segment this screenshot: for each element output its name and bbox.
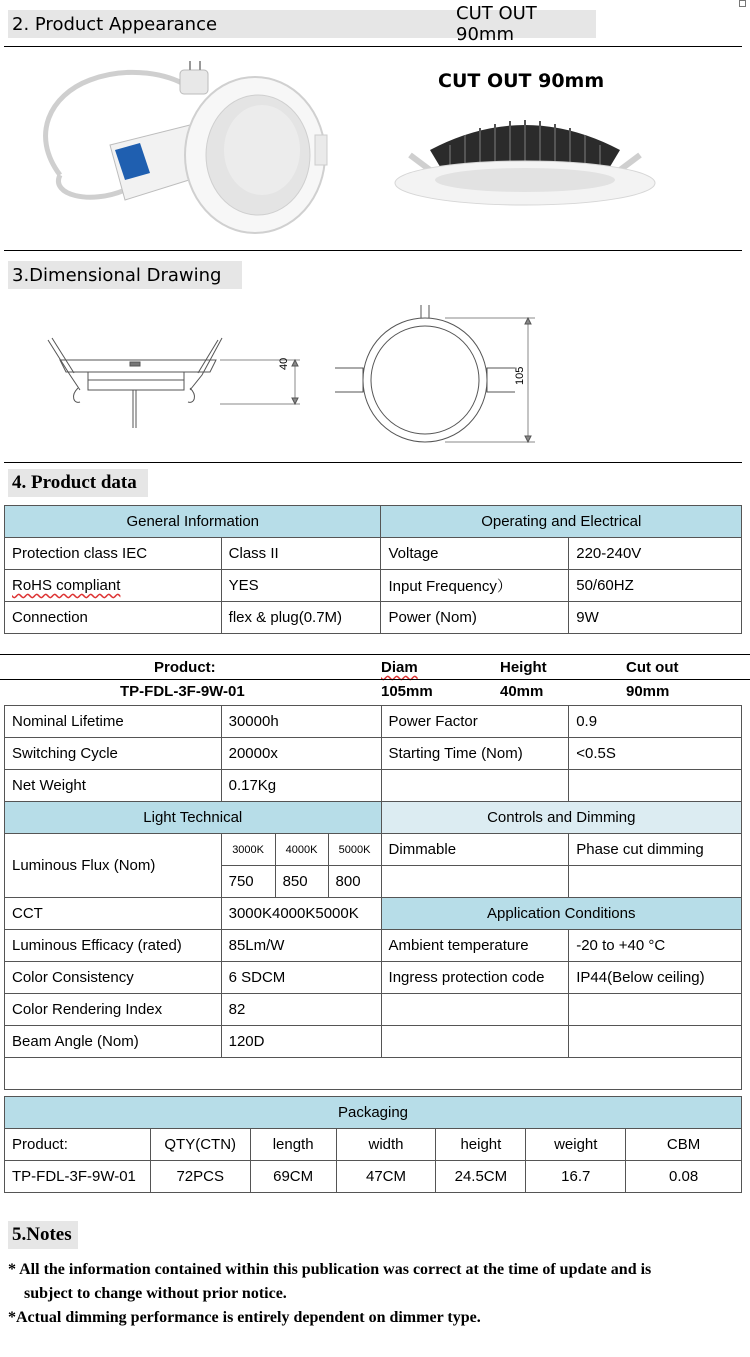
- cell: 6 SDCM: [221, 962, 381, 994]
- cell: [569, 770, 742, 802]
- cell: Power Factor: [381, 706, 569, 738]
- table-row: [5, 898, 742, 930]
- flux-value: 850: [275, 866, 328, 898]
- cell: Beam Angle (Nom): [5, 1026, 222, 1058]
- table-row: [5, 538, 742, 570]
- cell: RoHS compliant: [5, 570, 222, 602]
- section-title: 2. Product Appearance: [12, 13, 218, 35]
- height-label: Height: [500, 659, 547, 676]
- col-header: width: [336, 1129, 436, 1161]
- cell: 20000x: [221, 738, 381, 770]
- divider: [4, 46, 742, 47]
- flux-temp: 3000K: [221, 834, 275, 866]
- cell: 0.08: [626, 1161, 742, 1193]
- col-header: height: [436, 1129, 526, 1161]
- product-photo-side: [380, 95, 670, 220]
- section-notes: [8, 1221, 78, 1249]
- table-row: [5, 1026, 742, 1058]
- photo-cutout-label: CUT OUT 90mm: [438, 70, 605, 92]
- cutout-value: 90mm: [626, 683, 670, 700]
- cell: Input Frequency）: [381, 570, 569, 602]
- table-row: [5, 962, 742, 994]
- cell: 47CM: [336, 1161, 436, 1193]
- cell: 30000h: [221, 706, 381, 738]
- col-header: Product:: [5, 1129, 151, 1161]
- cell: Switching Cycle: [5, 738, 222, 770]
- product-label: Product:: [154, 659, 216, 676]
- table-row: [5, 1161, 742, 1193]
- height-value: 40mm: [500, 683, 544, 700]
- table-row: [5, 570, 742, 602]
- cell: [569, 1026, 742, 1058]
- section-title: 4. Product data: [12, 472, 137, 493]
- cell: Connection: [5, 602, 222, 634]
- table-row: [5, 930, 742, 962]
- cell: TP-FDL-3F-9W-01: [5, 1161, 151, 1193]
- cell: 120D: [221, 1026, 381, 1058]
- divider: [4, 250, 742, 251]
- cell: 72PCS: [150, 1161, 250, 1193]
- cell: Ambient temperature: [381, 930, 569, 962]
- cell: 24.5CM: [436, 1161, 526, 1193]
- cell: Net Weight: [5, 770, 222, 802]
- diam-value: 105mm: [381, 683, 433, 700]
- cell: Power (Nom): [381, 602, 569, 634]
- section-dimensional-drawing: [8, 261, 242, 289]
- operating-header: Operating and Electrical: [381, 506, 742, 538]
- cell: Nominal Lifetime: [5, 706, 222, 738]
- cell: IP44(Below ceiling): [569, 962, 742, 994]
- section-product-data: [8, 469, 148, 497]
- controls-header: Controls and Dimming: [381, 802, 741, 834]
- cutout-heading: CUT OUT 90mm: [456, 3, 537, 45]
- dim-diam-label: 105: [514, 366, 526, 385]
- cell: 220-240V: [569, 538, 742, 570]
- general-info-table: [4, 505, 742, 634]
- cell: Ingress protection code: [381, 962, 569, 994]
- cell: 0.17Kg: [221, 770, 381, 802]
- dimmable-label: Dimmable: [381, 834, 569, 866]
- cell: 9W: [569, 602, 742, 634]
- cell: Voltage: [381, 538, 569, 570]
- product-photo-downlight: [30, 55, 330, 235]
- cell: <0.5S: [569, 738, 742, 770]
- cell: 50/60HZ: [569, 570, 742, 602]
- note-text: subject to change without prior notice.: [24, 1285, 287, 1302]
- note-text: *Actual dimming performance is entirely dependent on dimmer type.: [8, 1309, 481, 1326]
- table-row: [5, 834, 742, 866]
- table-row: [5, 994, 742, 1026]
- cell: Luminous Efficacy (rated): [5, 930, 222, 962]
- table-row: [5, 770, 742, 802]
- light-technical-header: Light Technical: [5, 802, 382, 834]
- table-row: [5, 706, 742, 738]
- cell: YES: [221, 570, 381, 602]
- side-view-drawing: [40, 330, 310, 455]
- application-header: Application Conditions: [381, 898, 741, 930]
- table-row: [5, 602, 742, 634]
- flux-temp: 5000K: [328, 834, 381, 866]
- cct-value: 3000K4000K5000K: [221, 898, 381, 930]
- col-header: CBM: [626, 1129, 742, 1161]
- divider: [0, 679, 750, 680]
- cell: Starting Time (Nom): [381, 738, 569, 770]
- packaging-table: [4, 1096, 742, 1193]
- note-2: [8, 1306, 750, 1330]
- dim-height-label: 40: [278, 357, 290, 370]
- dimmable-value: Phase cut dimming: [569, 834, 742, 866]
- cell: Color Rendering Index: [5, 994, 222, 1026]
- cutout-label: Cut out: [626, 659, 679, 676]
- section-title: 3.Dimensional Drawing: [12, 264, 222, 286]
- empty-row: [5, 1058, 742, 1090]
- product-model: TP-FDL-3F-9W-01: [120, 683, 245, 700]
- col-header: length: [250, 1129, 336, 1161]
- cell: 0.9: [569, 706, 742, 738]
- flux-label: Luminous Flux (Nom): [5, 834, 222, 898]
- cell: 82: [221, 994, 381, 1026]
- section-title: 5.Notes: [12, 1224, 72, 1245]
- table-row: [5, 738, 742, 770]
- cell: [381, 1026, 569, 1058]
- cell: 16.7: [526, 1161, 626, 1193]
- specs-table: [4, 705, 742, 1090]
- cct-label: CCT: [5, 898, 222, 930]
- cell: 85Lm/W: [221, 930, 381, 962]
- cell: [381, 994, 569, 1026]
- general-header: General Information: [5, 506, 381, 538]
- cell: Protection class IEC: [5, 538, 222, 570]
- cell: Color Consistency: [5, 962, 222, 994]
- divider: [0, 654, 750, 655]
- table-row: [5, 1129, 742, 1161]
- section-product-appearance: [8, 3, 596, 45]
- col-header: weight: [526, 1129, 626, 1161]
- cell: -20 to +40 °C: [569, 930, 742, 962]
- flux-value: 800: [328, 866, 381, 898]
- corner-mark: [739, 0, 746, 7]
- diam-label: Diam: [381, 659, 418, 676]
- cell: Class II: [221, 538, 381, 570]
- packaging-header: Packaging: [5, 1097, 742, 1129]
- cell: 69CM: [250, 1161, 336, 1193]
- divider: [4, 462, 742, 463]
- cell: [381, 770, 569, 802]
- cell: [569, 994, 742, 1026]
- note-text: * All the information contained within this publication was correct at the time of update and is: [8, 1261, 652, 1278]
- flux-temp: 4000K: [275, 834, 328, 866]
- cell: flex & plug(0.7M): [221, 602, 381, 634]
- flux-value: 750: [221, 866, 275, 898]
- col-header: QTY(CTN): [150, 1129, 250, 1161]
- note-1: [8, 1258, 750, 1306]
